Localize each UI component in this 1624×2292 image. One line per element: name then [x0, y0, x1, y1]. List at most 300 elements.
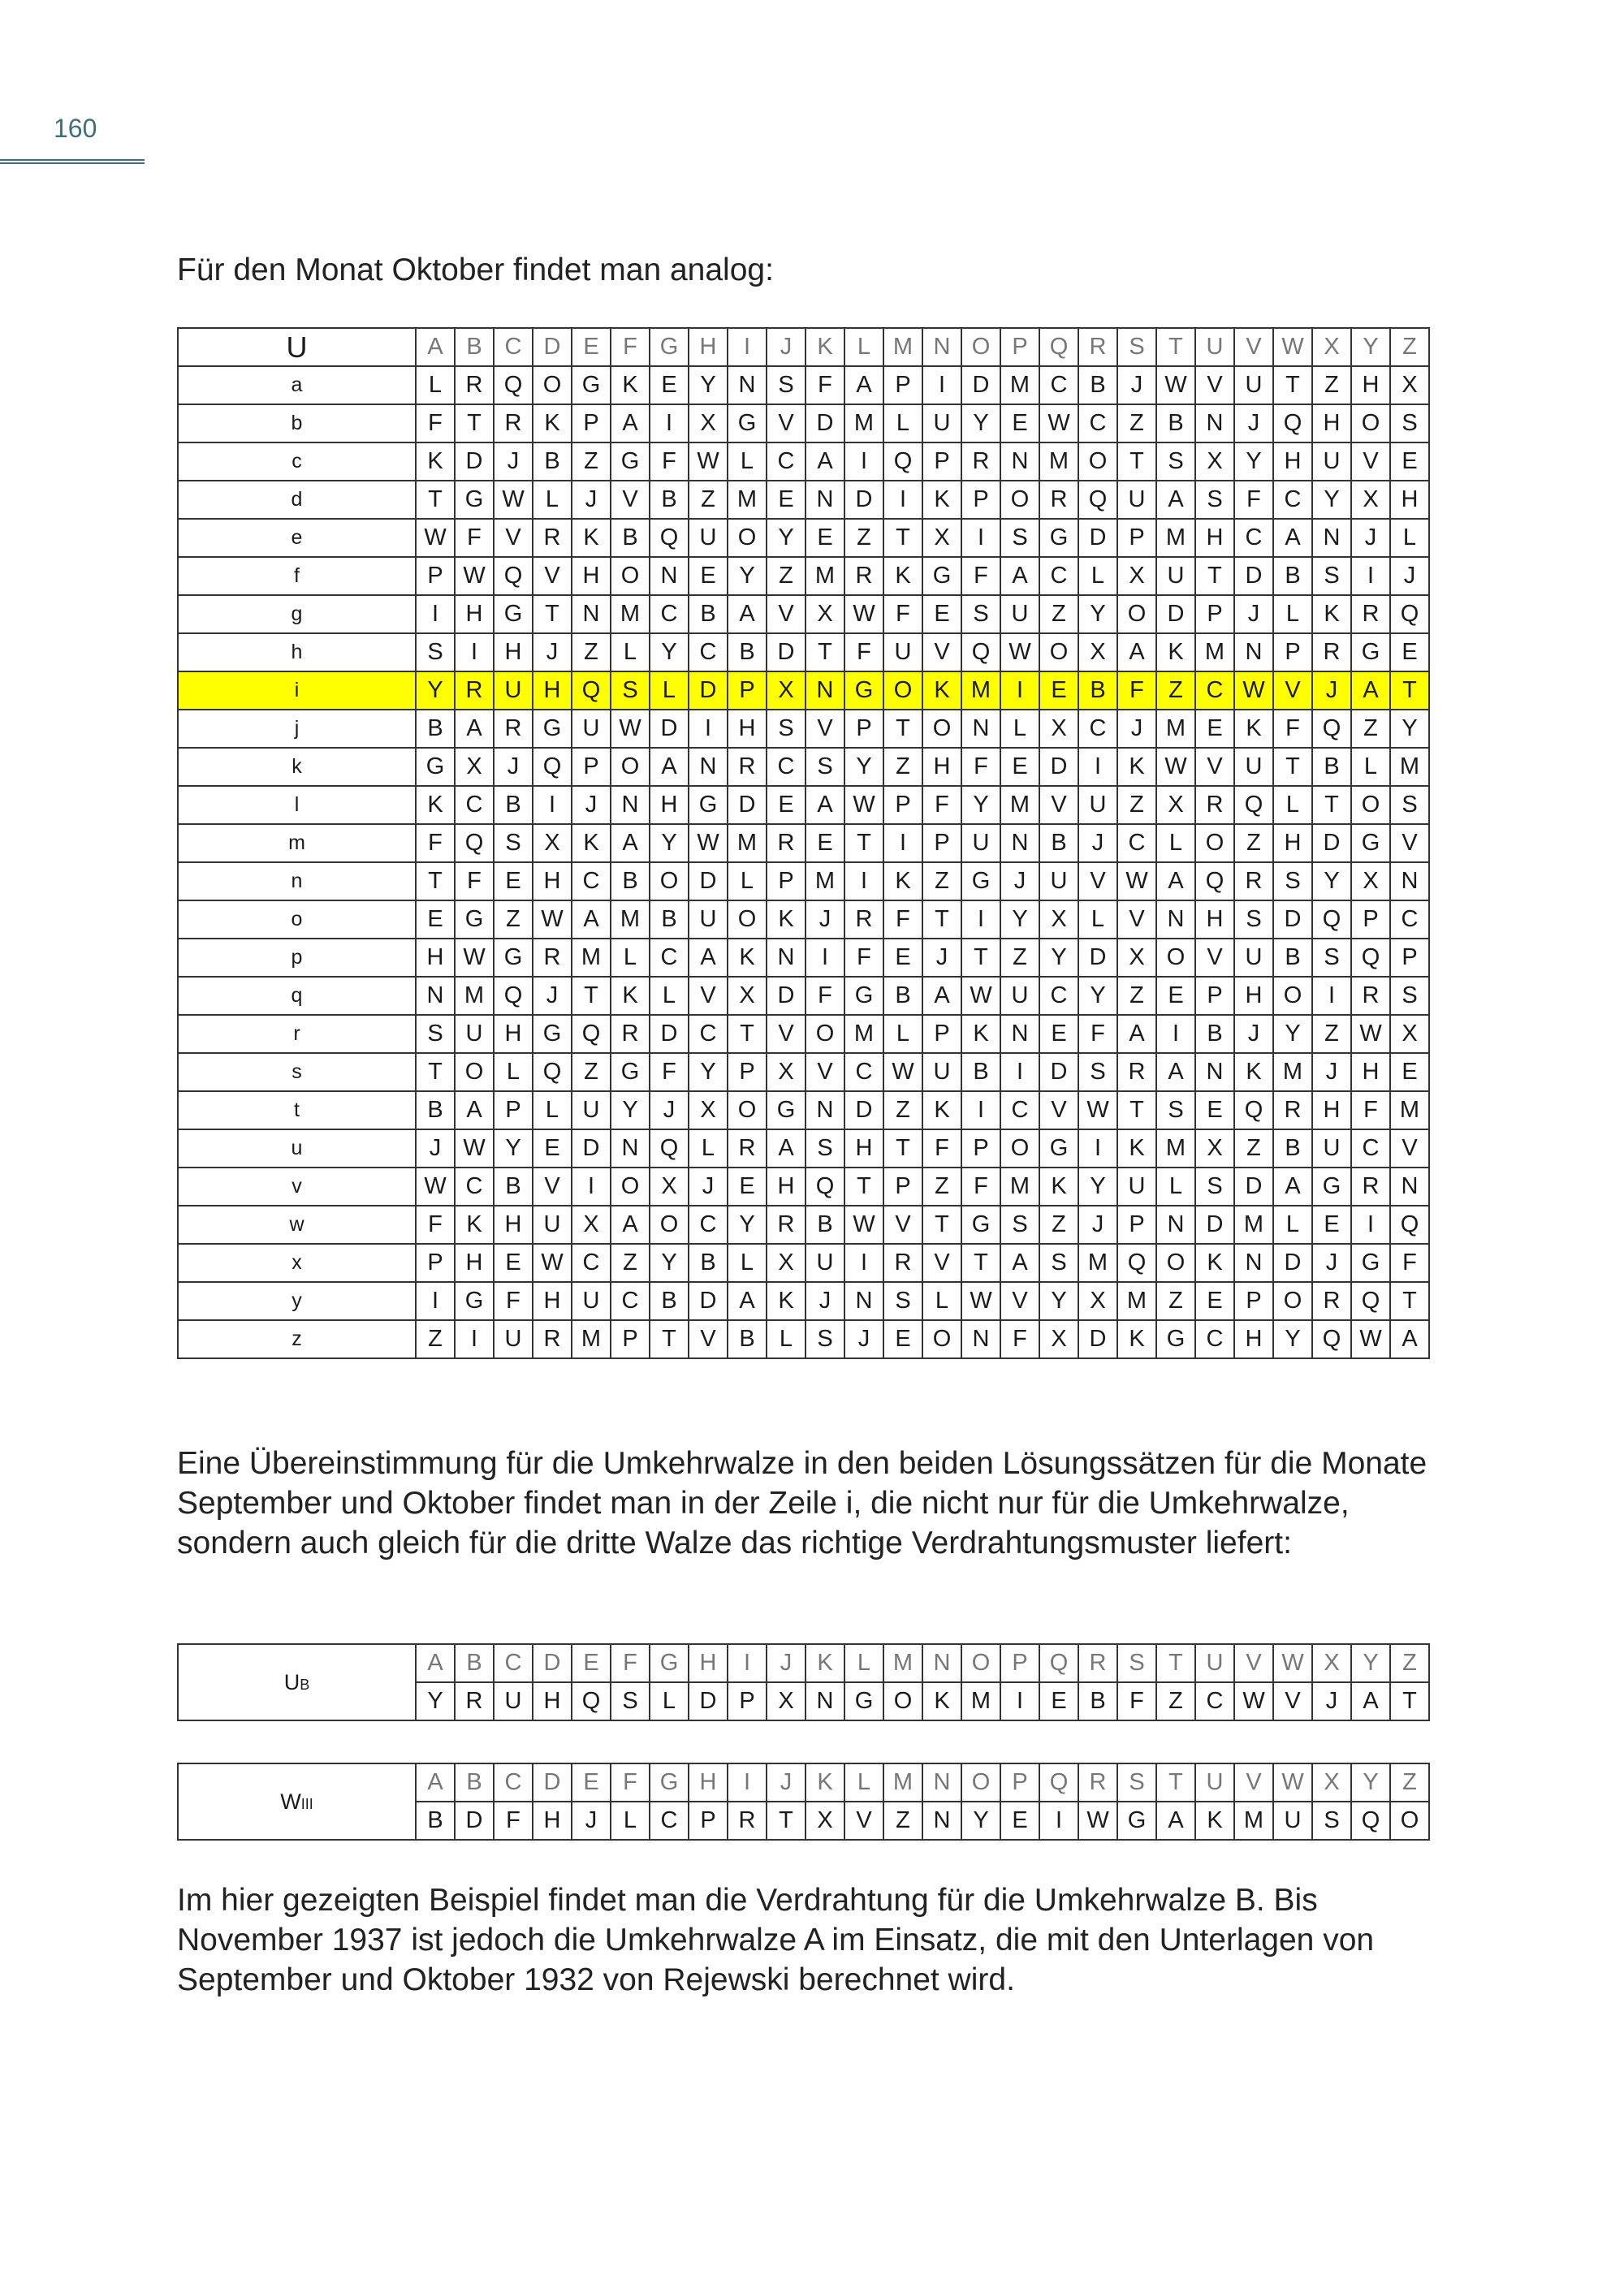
table-cell: O: [1390, 1802, 1429, 1840]
column-header: J: [767, 328, 806, 366]
table-cell: J: [1312, 1053, 1351, 1091]
column-header: A: [416, 1644, 455, 1682]
table-cell: R: [1312, 633, 1351, 671]
table-cell: G: [494, 595, 533, 633]
table-cell: Q: [1312, 900, 1351, 939]
table-cell: Y: [844, 748, 883, 786]
table-cell: N: [767, 939, 806, 977]
table-cell: R: [844, 900, 883, 939]
table-cell: F: [1078, 1015, 1117, 1053]
table-cell: J: [572, 1802, 611, 1840]
table-cell: X: [767, 1244, 806, 1282]
table-cell: L: [1000, 710, 1039, 748]
table-cell: Q: [1390, 595, 1429, 633]
table-cell: T: [1273, 748, 1312, 786]
table-cell: P: [883, 366, 922, 404]
column-header: L: [844, 1644, 883, 1682]
table-cell: S: [416, 1015, 455, 1053]
table-cell: C: [1039, 977, 1078, 1015]
table-cell: H: [572, 557, 611, 595]
table-cell: L: [767, 1320, 806, 1358]
table-cell: M: [1195, 633, 1234, 671]
table-cell: G: [1351, 824, 1390, 862]
table-cell: I: [883, 481, 922, 519]
table-cell: L: [883, 1015, 922, 1053]
column-header: F: [611, 1763, 650, 1802]
table-cell: M: [1039, 442, 1078, 481]
table-cell: H: [494, 633, 533, 671]
table-cell: I: [1039, 1802, 1078, 1840]
table-cell: B: [416, 1091, 455, 1129]
table-cell: Y: [961, 404, 1000, 442]
row-label: h: [178, 633, 416, 671]
table-cell: P: [611, 1320, 650, 1358]
table-cell: N: [416, 977, 455, 1015]
column-header: H: [689, 328, 728, 366]
table-cell: I: [1351, 1206, 1390, 1244]
table-cell: T: [922, 900, 961, 939]
row-label: v: [178, 1168, 416, 1206]
table-cell: B: [650, 900, 689, 939]
table-row-w: [178, 1206, 1429, 1244]
table-cell: X: [1078, 633, 1117, 671]
table-cell: D: [1078, 519, 1117, 557]
table-cell: M: [1156, 1129, 1195, 1168]
table-cell: J: [689, 1168, 728, 1206]
table-cell: M: [844, 1015, 883, 1053]
table-cell: R: [883, 1244, 922, 1282]
table-cell: G: [1117, 1802, 1156, 1840]
table-cell: J: [572, 481, 611, 519]
table-cell: H: [455, 1244, 494, 1282]
table-cell: M: [844, 404, 883, 442]
table-cell: O: [1273, 977, 1312, 1015]
table-cell: L: [650, 671, 689, 710]
table-cell: O: [1351, 404, 1390, 442]
table-cell: B: [883, 977, 922, 1015]
table-cell: H: [922, 748, 961, 786]
table-cell: G: [1312, 1168, 1351, 1206]
table-cell: Q: [1234, 786, 1273, 824]
table-cell: J: [494, 442, 533, 481]
table-cell: K: [883, 557, 922, 595]
table-cell: U: [1234, 939, 1273, 977]
table-cell: J: [1078, 824, 1117, 862]
table-cell: R: [1273, 1091, 1312, 1129]
table-row-z: [178, 1320, 1429, 1358]
table-cell: Z: [1156, 1282, 1195, 1320]
paragraph-1: Eine Übereinstimmung für die Umkehrwalze in den beiden Lösungssätzen für die Monate September und Oktober findet man in der Zeile i, die nicht nur für die Umkehrwalze, sondern auch gleich für die dritte Walze das richtige Verdrahtungsmuster liefert:: [177, 1446, 1427, 1560]
table-cell: E: [494, 1244, 533, 1282]
table-cell: C: [611, 1282, 650, 1320]
table-cell: H: [494, 1015, 533, 1053]
table-cell: Q: [883, 442, 922, 481]
table-cell: Z: [1039, 595, 1078, 633]
table-cell: V: [883, 1206, 922, 1244]
table-cell: H: [1273, 442, 1312, 481]
ub-reflector-table: [177, 1643, 1430, 1721]
table-cell: J: [806, 900, 844, 939]
table-cell: W: [533, 900, 572, 939]
table-cell: V: [611, 481, 650, 519]
table-cell: I: [1156, 1015, 1195, 1053]
table-cell: C: [650, 1802, 689, 1840]
column-header: J: [767, 1644, 806, 1682]
table-cell: E: [806, 824, 844, 862]
table-cell: R: [1039, 481, 1078, 519]
table-cell: V: [1390, 1129, 1429, 1168]
table-cell: A: [728, 1282, 767, 1320]
table-cell: B: [1078, 1682, 1117, 1720]
table-cell: U: [961, 824, 1000, 862]
table-cell: K: [1195, 1244, 1234, 1282]
main-wiring-table: [177, 327, 1430, 1359]
table-cell: Q: [572, 1015, 611, 1053]
column-header: G: [650, 1644, 689, 1682]
table-cell: K: [1195, 1802, 1234, 1840]
table-cell: N: [806, 481, 844, 519]
table-cell: I: [572, 1168, 611, 1206]
table-cell: Q: [1351, 1802, 1390, 1840]
row-label: j: [178, 710, 416, 748]
table-row-i: [178, 671, 1429, 710]
table-cell: Z: [1039, 1206, 1078, 1244]
table-cell: L: [728, 1244, 767, 1282]
table-cell: F: [922, 1129, 961, 1168]
column-header: M: [883, 1763, 922, 1802]
table-cell: D: [455, 1802, 494, 1840]
table-cell: B: [961, 1053, 1000, 1091]
table-cell: U: [922, 1053, 961, 1091]
table-cell: C: [689, 1015, 728, 1053]
table-cell: O: [883, 671, 922, 710]
table-cell: V: [1390, 824, 1429, 862]
table-cell: Z: [689, 481, 728, 519]
table-cell: D: [1195, 1206, 1234, 1244]
table-cell: Y: [1312, 481, 1351, 519]
table-cell: V: [1039, 1091, 1078, 1129]
table-cell: G: [1039, 1129, 1078, 1168]
table-cell: C: [455, 786, 494, 824]
table-cell: J: [1000, 862, 1039, 900]
table-cell: P: [767, 862, 806, 900]
table-cell: W: [494, 481, 533, 519]
table-cell: B: [650, 481, 689, 519]
table-cell: U: [1000, 977, 1039, 1015]
table-cell: T: [767, 1802, 806, 1840]
table-cell: X: [1117, 557, 1156, 595]
table-cell: D: [1078, 1320, 1117, 1358]
table-cell: W: [1234, 1682, 1273, 1720]
table-cell: Q: [1351, 939, 1390, 977]
table-cell: E: [1390, 442, 1429, 481]
table-cell: D: [767, 977, 806, 1015]
table-cell: G: [572, 366, 611, 404]
table-cell: M: [1390, 748, 1429, 786]
table-cell: U: [922, 404, 961, 442]
table-cell: E: [883, 1320, 922, 1358]
table-cell: J: [1351, 519, 1390, 557]
table-cell: Z: [1156, 1682, 1195, 1720]
table-cell: E: [416, 900, 455, 939]
table-cell: Y: [494, 1129, 533, 1168]
row-label: y: [178, 1282, 416, 1320]
column-header: P: [1000, 1644, 1039, 1682]
column-header: R: [1078, 328, 1117, 366]
table-cell: H: [533, 1802, 572, 1840]
table-cell: F: [494, 1282, 533, 1320]
row-label: k: [178, 748, 416, 786]
table-cell: S: [1078, 1053, 1117, 1091]
table-cell: Q: [1078, 481, 1117, 519]
table-cell: X: [1195, 1129, 1234, 1168]
table-cell: N: [1390, 862, 1429, 900]
table-cell: R: [728, 1802, 767, 1840]
column-header: X: [1312, 1644, 1351, 1682]
table-cell: A: [455, 1091, 494, 1129]
table-cell: R: [455, 671, 494, 710]
table-cell: O: [650, 862, 689, 900]
table-cell: E: [1039, 1682, 1078, 1720]
table-cell: O: [1195, 824, 1234, 862]
table-cell: U: [689, 900, 728, 939]
table-cell: W: [455, 557, 494, 595]
table-cell: D: [1039, 1053, 1078, 1091]
table-cell: W: [1351, 1320, 1390, 1358]
table-cell: M: [1000, 1168, 1039, 1206]
table-cell: A: [1000, 557, 1039, 595]
table-cell: F: [806, 977, 844, 1015]
table-cell: S: [1195, 481, 1234, 519]
table-row-y: [178, 1282, 1429, 1320]
table-cell: R: [1351, 595, 1390, 633]
intro-text: Für den Monat Oktober findet man analog:: [177, 253, 774, 287]
table-cell: V: [1273, 1682, 1312, 1720]
table-cell: K: [611, 977, 650, 1015]
column-header: V: [1234, 1763, 1273, 1802]
column-header: Y: [1351, 1763, 1390, 1802]
table-cell: U: [1000, 595, 1039, 633]
table-cell: M: [1156, 710, 1195, 748]
table-cell: C: [767, 442, 806, 481]
table-cell: E: [1195, 1282, 1234, 1320]
column-header: M: [883, 328, 922, 366]
table-cell: A: [1156, 862, 1195, 900]
table-cell: I: [455, 1320, 494, 1358]
table-cell: J: [1078, 1206, 1117, 1244]
table-cell: B: [611, 519, 650, 557]
table-cell: P: [922, 442, 961, 481]
column-header: F: [611, 1644, 650, 1682]
table-cell: Q: [1351, 1282, 1390, 1320]
table-cell: F: [961, 557, 1000, 595]
column-header: U: [1195, 328, 1234, 366]
table-cell: T: [416, 1053, 455, 1091]
row-label: i: [178, 671, 416, 710]
table-cell: O: [728, 1091, 767, 1129]
table-cell: Z: [416, 1320, 455, 1358]
table-cell: H: [1234, 977, 1273, 1015]
table-cell: V: [1039, 786, 1078, 824]
table-cell: B: [1039, 824, 1078, 862]
table-cell: Q: [1234, 1091, 1273, 1129]
column-header: C: [494, 1644, 533, 1682]
table-row-m: [178, 824, 1429, 862]
table-row-r: [178, 1015, 1429, 1053]
table-cell: I: [806, 939, 844, 977]
table-cell: X: [572, 1206, 611, 1244]
table-cell: E: [883, 939, 922, 977]
column-header: C: [494, 328, 533, 366]
table-cell: Y: [650, 1244, 689, 1282]
table-cell: K: [611, 366, 650, 404]
table-cell: P: [416, 1244, 455, 1282]
row-label: x: [178, 1244, 416, 1282]
table-cell: A: [572, 900, 611, 939]
label-subscript: B: [300, 1676, 310, 1693]
table-cell: Y: [689, 1053, 728, 1091]
table-cell: Q: [1195, 862, 1234, 900]
table-cell: M: [1234, 1802, 1273, 1840]
table-cell: T: [1390, 1282, 1429, 1320]
table-cell: W: [844, 1206, 883, 1244]
table-cell: W: [533, 1244, 572, 1282]
table-cell: I: [1000, 1682, 1039, 1720]
table-cell: K: [922, 671, 961, 710]
table-cell: R: [1351, 977, 1390, 1015]
table-cell: S: [806, 1320, 844, 1358]
table-cell: F: [1234, 481, 1273, 519]
table-cell: V: [1117, 900, 1156, 939]
table-cell: X: [767, 1053, 806, 1091]
column-header: N: [922, 1644, 961, 1682]
table-cell: W: [844, 786, 883, 824]
table-cell: J: [922, 939, 961, 977]
table-cell: E: [1195, 1091, 1234, 1129]
table-cell: T: [650, 1320, 689, 1358]
table-cell: R: [533, 1320, 572, 1358]
column-header: M: [883, 1644, 922, 1682]
table-row-c: [178, 442, 1429, 481]
table-row-j: [178, 710, 1429, 748]
table-cell: P: [922, 824, 961, 862]
row-label: q: [178, 977, 416, 1015]
table-cell: F: [1117, 671, 1156, 710]
column-header: Q: [1039, 328, 1078, 366]
table-cell: P: [1117, 519, 1156, 557]
table-cell: T: [1390, 671, 1429, 710]
column-header: Q: [1039, 1644, 1078, 1682]
table-cell: K: [416, 442, 455, 481]
table-cell: V: [533, 557, 572, 595]
row-label: u: [178, 1129, 416, 1168]
table-cell: H: [1390, 481, 1429, 519]
table-cell: M: [1234, 1206, 1273, 1244]
table-cell: M: [611, 595, 650, 633]
column-header: X: [1312, 328, 1351, 366]
table-cell: C: [1078, 404, 1117, 442]
table-cell: S: [1195, 1168, 1234, 1206]
table-cell: U: [806, 1244, 844, 1282]
table-cell: D: [806, 404, 844, 442]
table-cell: Z: [922, 862, 961, 900]
table-cell: Y: [416, 671, 455, 710]
column-header: I: [728, 328, 767, 366]
table-cell: X: [689, 1091, 728, 1129]
table-cell: W: [455, 939, 494, 977]
table-cell: V: [922, 1244, 961, 1282]
table-cell: Y: [1000, 900, 1039, 939]
table-cell: X: [1156, 786, 1195, 824]
table-cell: E: [1000, 404, 1039, 442]
table-cell: K: [1117, 1320, 1156, 1358]
table-cell: U: [494, 671, 533, 710]
table-row-t: [178, 1091, 1429, 1129]
table-cell: X: [533, 824, 572, 862]
column-header: W: [1273, 1763, 1312, 1802]
table-cell: C: [650, 939, 689, 977]
table-cell: M: [572, 1320, 611, 1358]
column-header: E: [572, 1763, 611, 1802]
table-cell: I: [689, 710, 728, 748]
table-cell: D: [844, 1091, 883, 1129]
table-cell: Z: [1312, 1015, 1351, 1053]
table-cell: U: [572, 1091, 611, 1129]
table-cell: X: [455, 748, 494, 786]
table-cell: E: [767, 481, 806, 519]
table-cell: Y: [416, 1682, 455, 1720]
table-cell: S: [1156, 1091, 1195, 1129]
table-cell: V: [1273, 671, 1312, 710]
table-cell: B: [1273, 1129, 1312, 1168]
table-cell: R: [533, 519, 572, 557]
row-label: z: [178, 1320, 416, 1358]
column-header: B: [455, 1644, 494, 1682]
table-cell: N: [1195, 1053, 1234, 1091]
table-cell: X: [1039, 1320, 1078, 1358]
table-cell: O: [922, 710, 961, 748]
table-cell: F: [883, 900, 922, 939]
table-cell: B: [728, 633, 767, 671]
table-cell: Q: [455, 824, 494, 862]
table-cell: I: [961, 519, 1000, 557]
table-cell: P: [922, 1015, 961, 1053]
table-cell: P: [1390, 939, 1429, 977]
table-cell: L: [1078, 900, 1117, 939]
table-cell: Z: [1234, 824, 1273, 862]
column-header: B: [455, 328, 494, 366]
column-header: S: [1117, 1763, 1156, 1802]
table-cell: L: [533, 1091, 572, 1129]
table-cell: W: [689, 442, 728, 481]
table-cell: Q: [494, 366, 533, 404]
table-cell: S: [767, 366, 806, 404]
table-cell: P: [1195, 595, 1234, 633]
table-cell: Z: [611, 1244, 650, 1282]
table-cell: R: [455, 366, 494, 404]
table-cell: S: [611, 671, 650, 710]
table-cell: Z: [1351, 710, 1390, 748]
table-cell: K: [767, 1282, 806, 1320]
table-cell: D: [689, 671, 728, 710]
table-cell: S: [494, 824, 533, 862]
table-cell: M: [1000, 786, 1039, 824]
table-cell: V: [689, 1320, 728, 1358]
table-cell: K: [533, 404, 572, 442]
table-cell: Y: [1234, 442, 1273, 481]
table-cell: X: [806, 595, 844, 633]
table-cell: O: [533, 366, 572, 404]
